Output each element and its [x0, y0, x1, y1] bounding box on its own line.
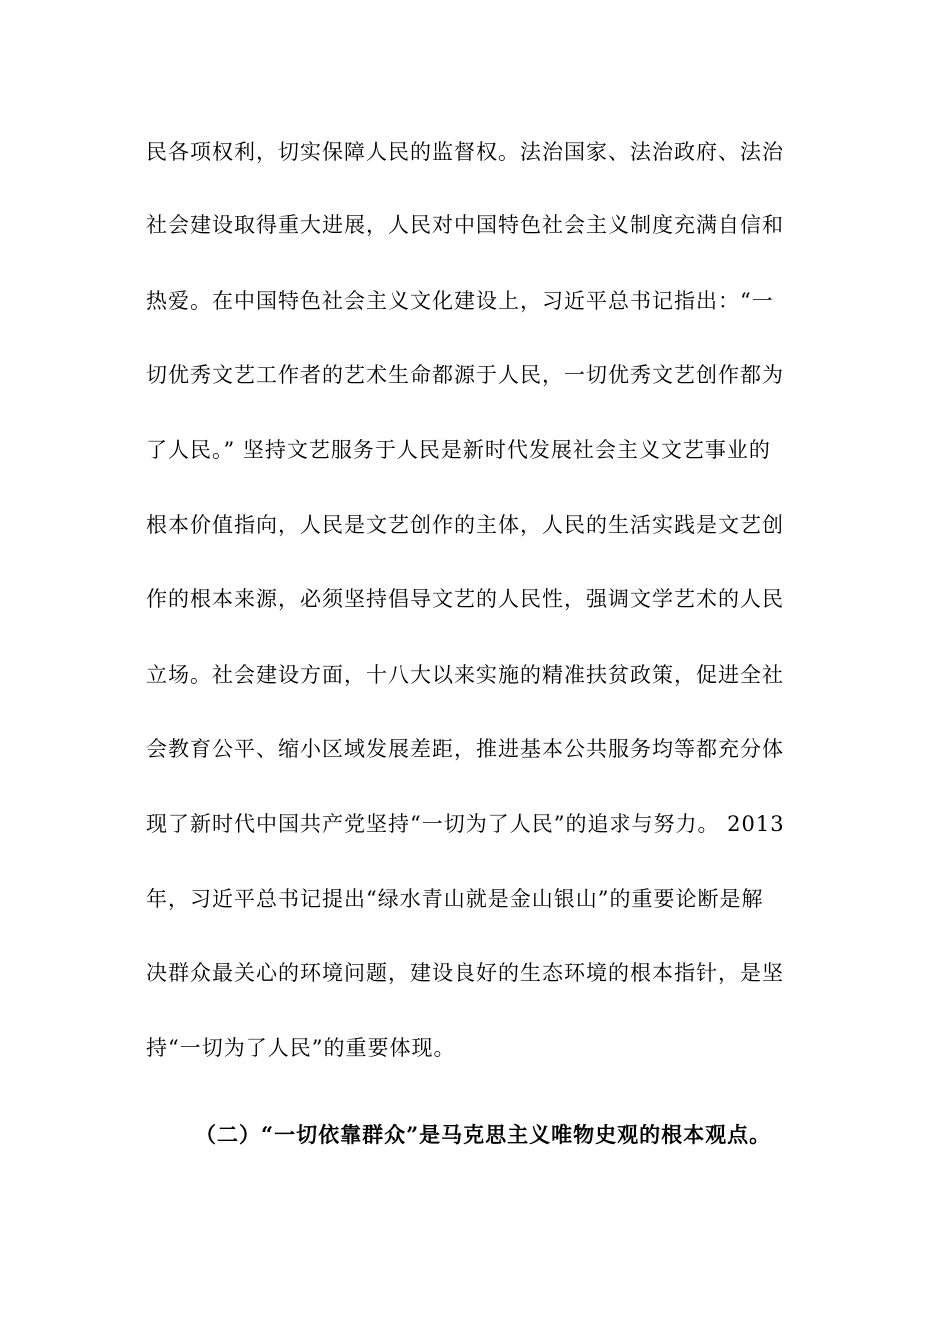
- paragraph-line: 会教育公平、缩小区域发展差距，推进基本公共服务均等都充分体: [146, 737, 784, 761]
- paragraph-line: 了人民。” 坚持文艺服务于人民是新时代发展社会主义文艺事业的: [146, 438, 771, 462]
- paragraph-line: 立场。社会建设方面，十八大以来实施的精准扶贫政策，促进全社: [146, 663, 784, 687]
- paragraph-line: 切优秀文艺工作者的艺术生命都源于人民，一切优秀文艺创作都为: [146, 363, 784, 387]
- paragraph-line: 作的根本来源，必须坚持倡导文艺的人民性，强调文学艺术的人民: [146, 587, 784, 611]
- paragraph-line: 决群众最关心的环境问题，建设良好的生态环境的根本指针，是坚: [146, 961, 784, 985]
- paragraph-line: 社会建设取得重大进展，人民对中国特色社会主义制度充满自信和: [146, 213, 784, 237]
- paragraph-line: 根本价值指向，人民是文艺创作的主体，人民的生活实践是文艺创: [146, 513, 784, 537]
- paragraph-line: 持“一切为了人民”的重要体现。: [146, 1036, 456, 1060]
- paragraph-line: 民各项权利，切实保障人民的监督权。法治国家、法治政府、法治: [146, 140, 784, 164]
- paragraph-line: 现了新时代中国共产党坚持“一切为了人民”的追求与努力。 2013: [146, 812, 785, 836]
- paragraph-line: 热爱。在中国特色社会主义文化建设上，习近平总书记指出：“一: [146, 289, 774, 313]
- paragraph-line: 年，习近平总书记提出“绿水青山就是金山银山”的重要论断是解: [146, 887, 764, 911]
- section-heading: （二）“一切依靠群众”是马克思主义唯物史观的根本观点。: [195, 1122, 772, 1147]
